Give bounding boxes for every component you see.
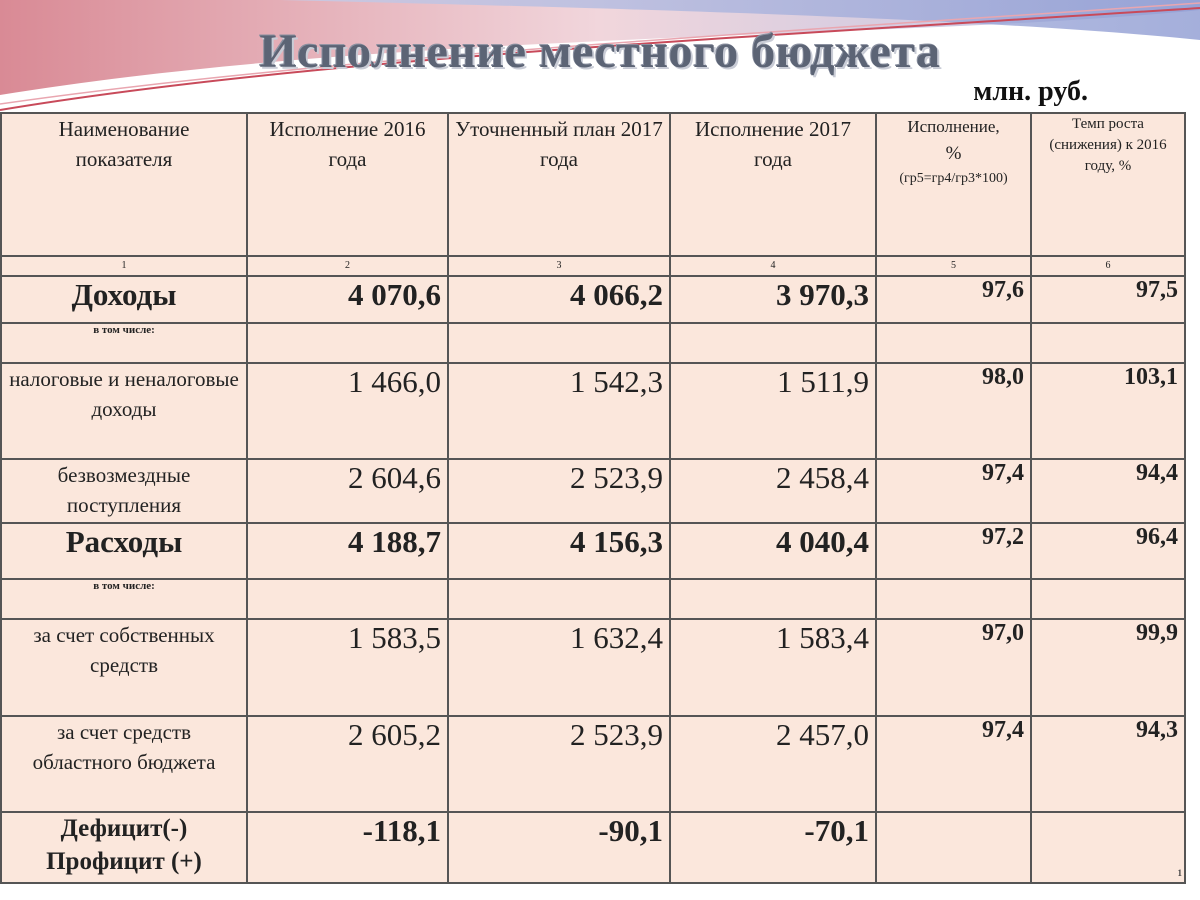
table-row-subheading	[1, 323, 1185, 363]
column-number: 1	[1, 256, 247, 276]
cell-growth-pct: 103,1	[1031, 363, 1185, 459]
column-header-2016: Исполнение 2016 года	[247, 113, 448, 256]
budget-table	[0, 112, 1186, 884]
table-row-deficit	[1, 812, 1185, 883]
column-number: 6	[1031, 256, 1185, 276]
table-row-expenses	[1, 523, 1185, 579]
column-number-row	[1, 256, 1185, 276]
cell-2017: 4 040,4	[670, 523, 876, 579]
cell-2016: 1 583,5	[247, 619, 448, 716]
table-row-tax-income	[1, 363, 1185, 459]
row-name: за счет собственных средств	[1, 619, 247, 716]
cell-plan-2017: 1 632,4	[448, 619, 670, 716]
column-header-2017: Исполнение 2017 года	[670, 113, 876, 256]
cell-exec-pct: 98,0	[876, 363, 1031, 459]
row-subheading: в том числе:	[1, 323, 247, 363]
column-number: 2	[247, 256, 448, 276]
row-name: Расходы	[1, 523, 247, 579]
deficit-label: Дефицит(-)	[60, 815, 188, 842]
cell-2017: 1 583,4	[670, 619, 876, 716]
cell-plan-2017: 1 542,3	[448, 363, 670, 459]
column-number: 4	[670, 256, 876, 276]
cell-exec-pct: 97,4	[876, 716, 1031, 812]
cell-2017: 2 457,0	[670, 716, 876, 812]
cell-exec-pct: 97,6	[876, 276, 1031, 323]
cell-exec-pct: 97,4	[876, 459, 1031, 523]
cell-2016: 2 604,6	[247, 459, 448, 523]
cell-2017: 3 970,3	[670, 276, 876, 323]
cell-plan-2017: -90,1	[448, 812, 670, 883]
cell-2016: 2 605,2	[247, 716, 448, 812]
cell-growth-pct: 96,4	[1031, 523, 1185, 579]
row-name: безвозмездные поступления	[1, 459, 247, 523]
column-number: 3	[448, 256, 670, 276]
cell-2016: 4 188,7	[247, 523, 448, 579]
cell-2016: 4 070,6	[247, 276, 448, 323]
cell-2017: -70,1	[670, 812, 876, 883]
cell-growth-pct: 99,9	[1031, 619, 1185, 716]
table-row-regional-funds	[1, 716, 1185, 812]
column-header-plan-2017: Уточненный план 2017 года	[448, 113, 670, 256]
column-header-exec-formula: (гр5=гр4/гр3*100)	[899, 171, 1008, 186]
row-name	[1, 812, 247, 883]
cell-growth-pct: 94,4	[1031, 459, 1185, 523]
row-name: налоговые и неналоговые доходы	[1, 363, 247, 459]
row-subheading: в том числе:	[1, 579, 247, 619]
table-row-gratuitous	[1, 459, 1185, 523]
table-row-own-funds	[1, 619, 1185, 716]
surplus-label: Профицит (+)	[46, 847, 202, 875]
page-title: Исполнение местного бюджета	[259, 25, 941, 78]
row-name: за счет средств областного бюджета	[1, 716, 247, 812]
unit-label: млн. руб.	[973, 76, 1088, 107]
column-number: 5	[876, 256, 1031, 276]
slide-number: 1	[1177, 868, 1182, 878]
cell-growth-pct: 94,3	[1031, 716, 1185, 812]
cell-2017: 1 511,9	[670, 363, 876, 459]
cell-exec-pct: 97,2	[876, 523, 1031, 579]
column-header-exec-percent: %	[945, 142, 962, 164]
cell-plan-2017: 2 523,9	[448, 716, 670, 812]
cell-2016: -118,1	[247, 812, 448, 883]
column-header-name: Наименование показателя	[1, 113, 247, 256]
row-name: Доходы	[1, 276, 247, 323]
table-row-subheading	[1, 579, 1185, 619]
column-header-exec-label: Исполнение,	[907, 117, 1000, 136]
cell-exec-pct: 97,0	[876, 619, 1031, 716]
column-header-exec-pct	[876, 113, 1031, 256]
cell-growth-pct	[1031, 812, 1185, 883]
cell-plan-2017: 4 066,2	[448, 276, 670, 323]
table-header-row	[1, 113, 1185, 256]
cell-plan-2017: 2 523,9	[448, 459, 670, 523]
cell-2016: 1 466,0	[247, 363, 448, 459]
column-header-growth: Темп роста (снижения) к 2016 году, %	[1031, 113, 1185, 256]
cell-plan-2017: 4 156,3	[448, 523, 670, 579]
cell-growth-pct: 97,5	[1031, 276, 1185, 323]
table-row-income	[1, 276, 1185, 323]
cell-exec-pct	[876, 812, 1031, 883]
cell-2017: 2 458,4	[670, 459, 876, 523]
